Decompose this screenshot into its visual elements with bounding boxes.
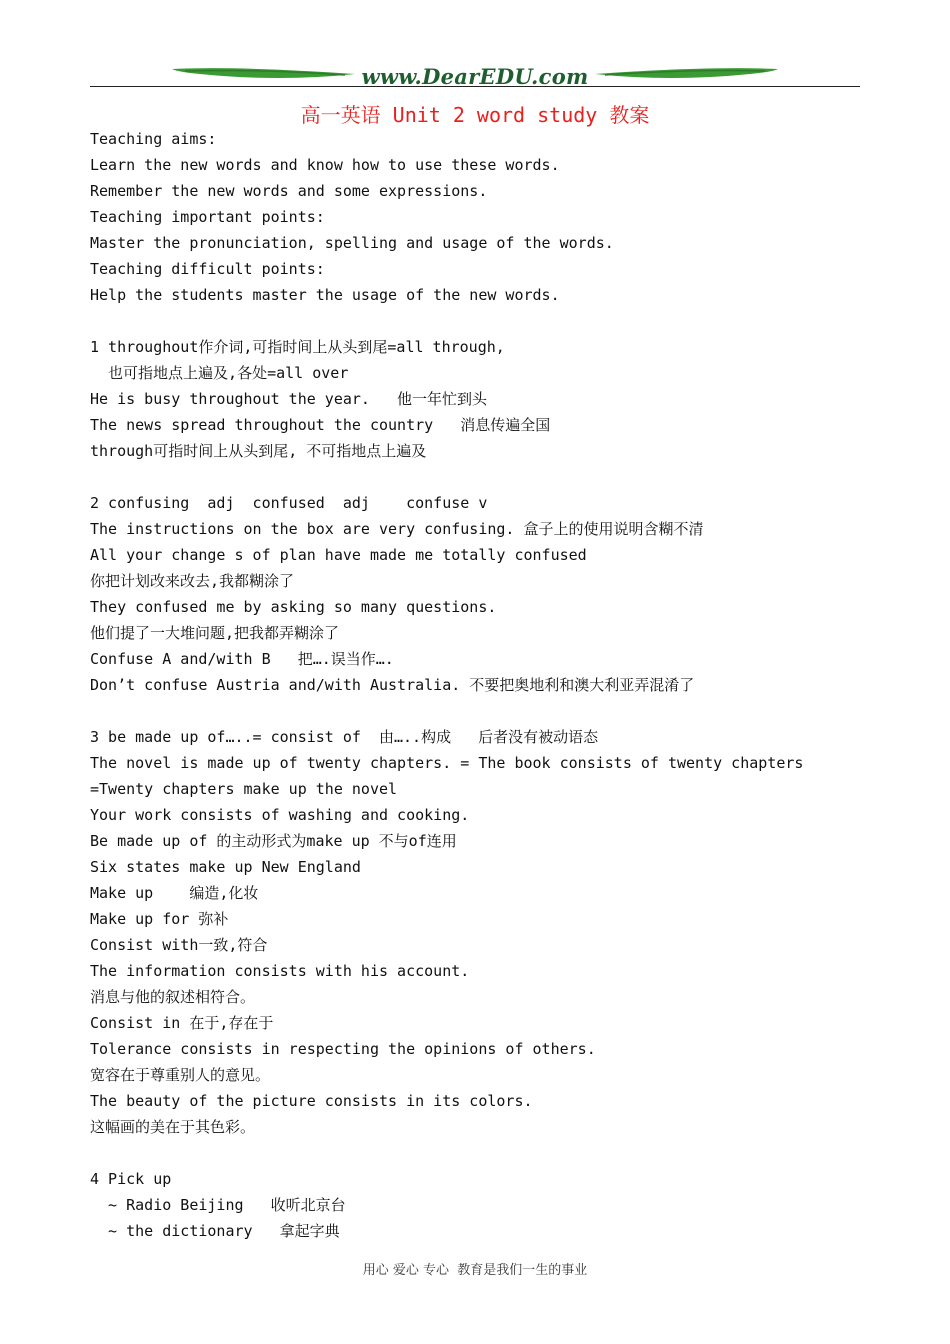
text-line: Remember the new words and some expressions. bbox=[90, 182, 488, 200]
text-line: ~ Radio Beijing 收听北京台 bbox=[90, 1196, 346, 1214]
text-line: ~ the dictionary 拿起字典 bbox=[90, 1222, 340, 1240]
text-line: The news spread throughout the country 消息传遍全国 bbox=[90, 416, 551, 434]
text-line: Consist with一致,符合 bbox=[90, 936, 268, 954]
text-line: Confuse A and/with B 把….误当作…. bbox=[90, 650, 394, 668]
text-line: 2 confusing adj confused adj confuse v bbox=[90, 494, 488, 512]
text-line: 4 Pick up bbox=[90, 1170, 172, 1188]
text-line: Teaching important points: bbox=[90, 208, 325, 226]
text-line: 也可指地点上遍及,各处=all over bbox=[90, 364, 349, 382]
document-title: 高一英语 Unit 2 word study 教案 bbox=[300, 103, 650, 127]
text-line: The novel is made up of twenty chapters. = The book consists of twenty chapters bbox=[90, 754, 804, 772]
text-line: Learn the new words and know how to use these words. bbox=[90, 156, 560, 174]
text-line: 消息与他的叙述相符合。 bbox=[90, 988, 256, 1006]
page-footer: 用心 爱心 专心 教育是我们一生的事业 bbox=[362, 1263, 588, 1278]
text-line: 3 be made up of…..= consist of 由…..构成 后者没有被动语态 bbox=[90, 728, 599, 746]
text-line: Tolerance consists in respecting the opinions of others. bbox=[90, 1040, 596, 1058]
blank-line bbox=[90, 1140, 870, 1166]
text-line: Teaching difficult points: bbox=[90, 260, 325, 278]
text-line: He is busy throughout the year. 他一年忙到头 bbox=[90, 390, 488, 408]
site-logo-text: www.DearEDU.com bbox=[361, 64, 589, 89]
text-line: The beauty of the picture consists in its colors. bbox=[90, 1092, 533, 1110]
text-line: =Twenty chapters make up the novel bbox=[90, 780, 398, 798]
text-line: 你把计划改来改去,我都糊涂了 bbox=[90, 572, 295, 590]
text-line: 他们提了一大堆问题,把我都弄糊涂了 bbox=[90, 624, 340, 642]
text-line: Be made up of 的主动形式为make up 不与of连用 bbox=[90, 832, 457, 850]
text-line: Six states make up New England bbox=[90, 858, 361, 876]
text-line: The instructions on the box are very confusing. 盒子上的使用说明含糊不清 bbox=[90, 520, 704, 538]
text-line: Help the students master the usage of the new words. bbox=[90, 286, 560, 304]
blank-line bbox=[90, 308, 870, 334]
text-line: 1 throughout作介词,可指时间上从头到尾=all through, bbox=[90, 338, 505, 356]
text-line: Master the pronunciation, spelling and usage of the words. bbox=[90, 234, 614, 252]
text-line: through可指时间上从头到尾, 不可指地点上遍及 bbox=[90, 442, 427, 460]
text-line: They confused me by asking so many questions. bbox=[90, 598, 497, 616]
blank-line bbox=[90, 698, 870, 724]
text-line: Make up for 弥补 bbox=[90, 910, 229, 928]
header-divider bbox=[90, 86, 860, 87]
text-line: 宽容在于尊重别人的意见。 bbox=[90, 1066, 271, 1084]
text-line: 这幅画的美在于其色彩。 bbox=[90, 1118, 256, 1136]
text-line: Your work consists of washing and cooking. bbox=[90, 806, 470, 824]
text-line: Don’t confuse Austria and/with Australia. 不要把奥地利和澳大利亚弄混淆了 bbox=[90, 676, 695, 694]
blank-line bbox=[90, 464, 870, 490]
document-body bbox=[90, 126, 870, 1244]
text-line: Teaching aims: bbox=[90, 130, 217, 148]
text-line: The information consists with his account. bbox=[90, 962, 470, 980]
text-line: All your change s of plan have made me totally confused bbox=[90, 546, 587, 564]
text-line: Make up 编造,化妆 bbox=[90, 884, 259, 902]
text-line: Consist in 在于,存在于 bbox=[90, 1014, 274, 1032]
